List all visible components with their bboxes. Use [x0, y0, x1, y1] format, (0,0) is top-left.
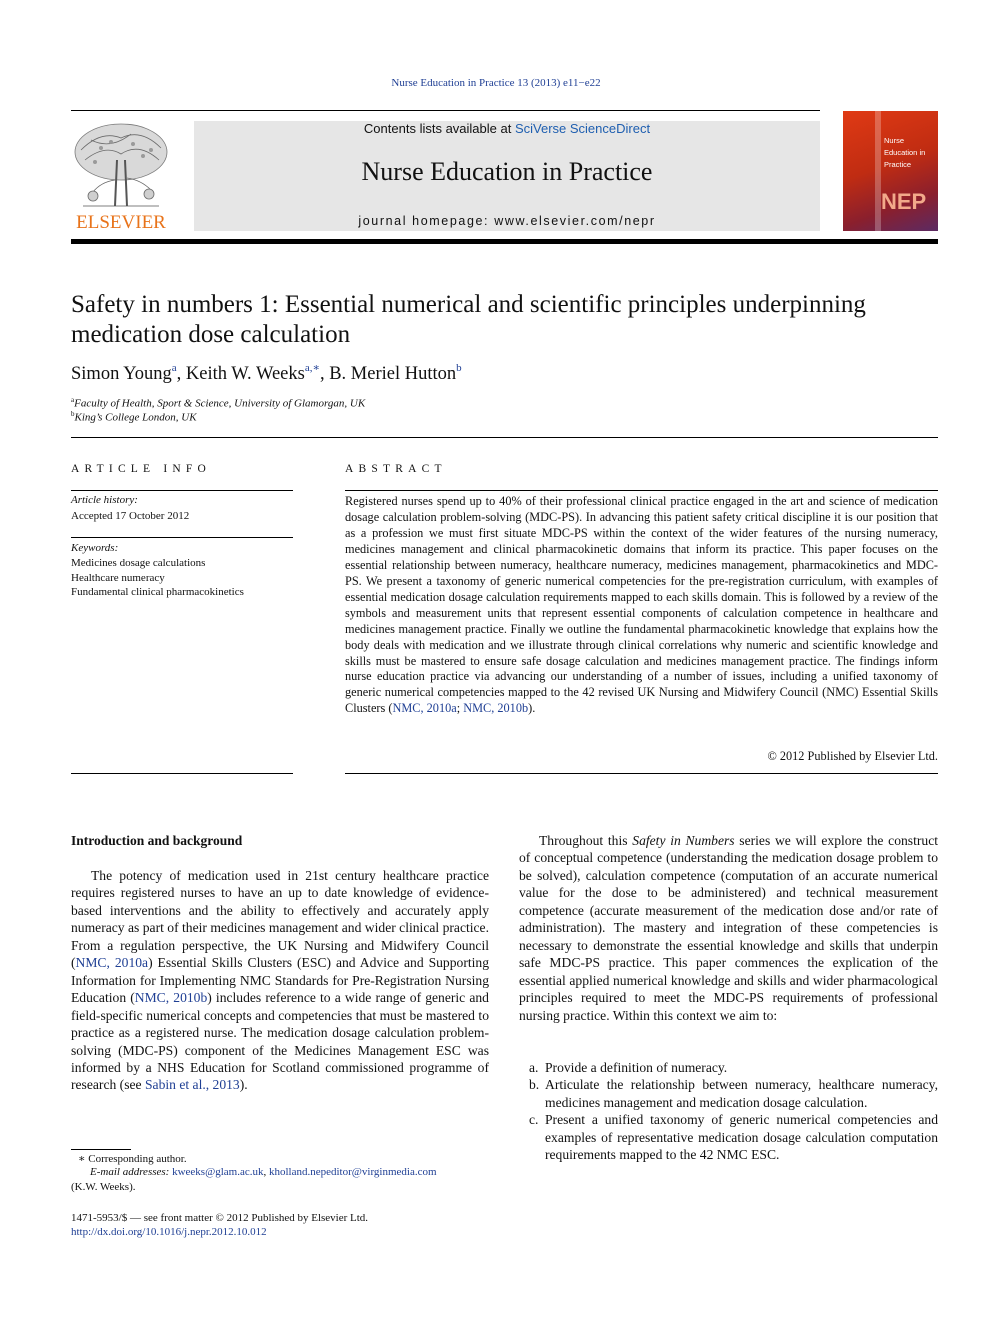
author-affiliation-marker[interactable]: a,∗	[304, 362, 320, 374]
journal-header-box	[194, 121, 820, 231]
cover-line: Nurse	[884, 136, 905, 145]
article-info-heading: ARTICLE INFO	[71, 463, 211, 475]
header-thick-rule	[71, 239, 938, 244]
intro-left-column	[71, 867, 489, 1094]
contents-prefix: Contents lists available at	[363, 121, 515, 136]
corresponding-label: Corresponding author.	[88, 1153, 187, 1165]
contents-availability	[194, 121, 820, 136]
issn-line: 1471-5953/$ — see front matter © 2012 Published by Elsevier Ltd.	[71, 1212, 369, 1224]
elsevier-logo	[71, 120, 171, 232]
paragraph-text: The potency of medication used in 21st century healthcare practice requires registered nurses to have an up to date knowledge of evidence-based interventions and the ability to effectively and accurately apply numeracy as part of their medicines management and wider clinical practice. From a regulation perspective, the UK Nursing and Midwifery Council (	[71, 868, 489, 971]
citation-link[interactable]: NMC, 2010b	[134, 990, 208, 1006]
intro-right-column	[519, 832, 938, 1024]
list-item-text: Provide a definition of numeracy.	[545, 1060, 728, 1075]
email-link[interactable]: kholland.nepeditor@virginmedia.com	[268, 1166, 437, 1178]
article-info-bottom-rule	[71, 773, 293, 774]
abstract-body: Registered nurses spend up to 40% of their professional clinical practice engaged in the art and science of medication dosage calculation problem-solving (MDC-PS). In advancing this patient safety critical discipline it is our position that as a profession we must first situate MDC-PS within the context of the wider features of the nursing numeracy, medicines management and clinical pharmacokinetic domains that inform its practice. This paper focuses on the essential relationship between numeracy, healthcare numeracy, medicines management, pharmacokinetics and MDC-PS. We present a taxonomy of generic numerical competencies for the pre-registration curriculum, with examples of essential medication dosage calculation requirements mapped to each skills domain. This is followed by a review of the symbols and measurement units that represent essential components of calculation competence in healthcare and medicines management practice. Finally we outline the fundamental pharmacokinetic knowledge that explains how the body deals with medication and we illustrate through clinical correlations why numeric and scientific knowledge and skills must be mastered to ensure safe dosage calculation and medicines management practice. The findings inform nurse education practice via advancing our understanding of a number of issues, including a unified taxonomy of generic numerical competencies mapped to the 42 revised UK Nursing and Midwifery Council (NMC) Essential Skills Clusters (	[345, 494, 938, 716]
journal-reference[interactable]: Nurse Education in Practice 13 (2013) e11−e22	[391, 77, 601, 89]
header-top-rule	[71, 110, 820, 111]
footnote-star: ∗	[78, 1153, 86, 1165]
footnote-rule	[71, 1149, 131, 1150]
list-item-text: Articulate the relationship between numeracy, healthcare numeracy, medicines management and medication dosage calculation.	[545, 1077, 938, 1110]
list-marker: a.	[529, 1060, 539, 1075]
abstract-text	[345, 494, 938, 717]
title-block-rule	[71, 437, 938, 438]
doi-link[interactable]	[71, 1226, 267, 1238]
list-marker: b.	[529, 1077, 540, 1093]
article-history-value: Accepted 17 October 2012	[71, 510, 190, 522]
journal-homepage[interactable]: journal homepage: www.elsevier.com/nepr	[358, 214, 656, 228]
sciencedirect-link[interactable]: SciVerse ScienceDirect	[514, 121, 651, 136]
cover-title	[884, 135, 936, 171]
paragraph-text: ) includes reference to a wide range of generic and field-specific numerical concepts and competencies that must be mastered to practice as a registered nurse. The medication dosage calculation problem-solving (MDC-PS) component of the Medicines Management ESC was informed by a NHS Education for Scotland commissioned programme of research (see	[71, 990, 489, 1093]
email-link[interactable]: kweeks@glam.ac.uk	[172, 1166, 264, 1178]
body-paragraph	[71, 867, 489, 1094]
keyword: Medicines dosage calculations	[71, 557, 206, 569]
article-title: Safety in numbers 1: Essential numerical and scientific principles underpinning medication dose calculation	[71, 291, 866, 348]
cover-acronym: NEP	[881, 189, 927, 214]
paragraph-text: Throughout this	[539, 833, 633, 848]
email-label: E-mail addresses:	[90, 1166, 170, 1178]
abstract-copyright: © 2012 Published by Elsevier Ltd.	[767, 749, 938, 763]
elsevier-tree-icon	[71, 120, 171, 232]
affiliation-marker: a	[71, 396, 75, 404]
article-info-rule	[71, 490, 293, 491]
keywords-rule	[71, 537, 293, 538]
paragraph-text: ).	[239, 1077, 248, 1093]
abstract-bottom-rule	[345, 773, 938, 774]
paragraph-text: ) Essential Skills Clusters (ESC) and Advice and Supporting Information for Implementing NMC Standards for Pre-Registration Nursing Education (	[71, 955, 489, 1006]
email-owner: (K.W. Weeks).	[71, 1181, 136, 1193]
citation-link[interactable]: NMC, 2010b	[463, 701, 529, 716]
keyword: Fundamental clinical pharmacokinetics	[71, 586, 244, 598]
email-separator: ,	[263, 1166, 269, 1178]
citation-link[interactable]: NMC, 2010a	[392, 701, 457, 716]
affiliation	[71, 396, 365, 410]
article-history-label: Article history:	[71, 494, 138, 506]
author-name[interactable]: Keith W. Weeks	[185, 364, 305, 384]
aims-list	[519, 1059, 938, 1164]
paragraph-text: series we will explore the construct of conceptual competence (understanding the medication dosage problem to be solved), calculation competence (computation of an accurate numerical value for the dose to be administered) and technical measurement competence (accurate measurement of the medication dose and/or rate of administration). The mastery and integration of these competencies is necessary to demonstrate the essential knowledge and skills that underpin safe MDC-PS practice. This paper commences the explication of the essential applied numerical knowledge and skills and wider pharmacological principles required to meet the MDC-PS requirements of professional nursing practice. Within this context we aim to:	[519, 833, 938, 1023]
affiliation-text: Faculty of Health, Sport & Science, University of Glamorgan, UK	[74, 397, 366, 410]
affiliation-text: King’s College London, UK	[74, 411, 197, 424]
list-item	[519, 1111, 938, 1163]
author-list: Simon Young$^a$, Keith W. Weeks$^{a,∗}$, B. Meriel Hutton$^b$	[71, 362, 462, 384]
corresponding-author-note	[78, 1152, 187, 1165]
body-paragraph	[519, 832, 938, 1024]
list-item	[519, 1059, 938, 1076]
cover-line: Education in	[884, 148, 926, 157]
cover-line: Practice	[884, 160, 912, 169]
keyword: Healthcare numeracy	[71, 571, 165, 584]
abstract-heading: ABSTRACT	[345, 463, 447, 475]
section-heading: Introduction and background	[71, 833, 243, 848]
elsevier-wordmark: ELSEVIER	[76, 212, 166, 232]
list-marker: c.	[529, 1112, 539, 1128]
journal-cover	[843, 111, 938, 231]
keywords-label: Keywords:	[71, 542, 119, 554]
citation-link[interactable]: NMC, 2010a	[75, 955, 149, 971]
author-affiliation-marker[interactable]: a	[171, 362, 177, 374]
doi-link-text[interactable]: http://dx.doi.org/10.1016/j.nepr.2012.10.012	[71, 1226, 267, 1238]
author-name[interactable]: B. Meriel Hutton	[329, 364, 457, 384]
citation-link[interactable]: Sabin et al., 2013	[144, 1077, 240, 1093]
abstract-end: ).	[528, 701, 536, 716]
keywords-list	[71, 556, 244, 600]
journal-title: Nurse Education in Practice	[361, 157, 653, 186]
affiliation-marker: b	[71, 410, 75, 418]
author-affiliation-marker[interactable]: b	[456, 362, 462, 374]
series-name: Safety in Numbers	[632, 833, 735, 848]
abstract-rule	[345, 490, 938, 491]
list-item-text: Present a unified taxonomy of generic numerical competencies and examples of representative medication dosage calculation computation requirements mapped to the 42 NMC ESC.	[545, 1112, 938, 1163]
citation-separator: ;	[456, 701, 464, 716]
list-item	[519, 1076, 938, 1111]
affiliation	[71, 410, 197, 424]
author-name[interactable]: Simon Young	[71, 364, 172, 384]
email-addresses	[90, 1166, 437, 1178]
